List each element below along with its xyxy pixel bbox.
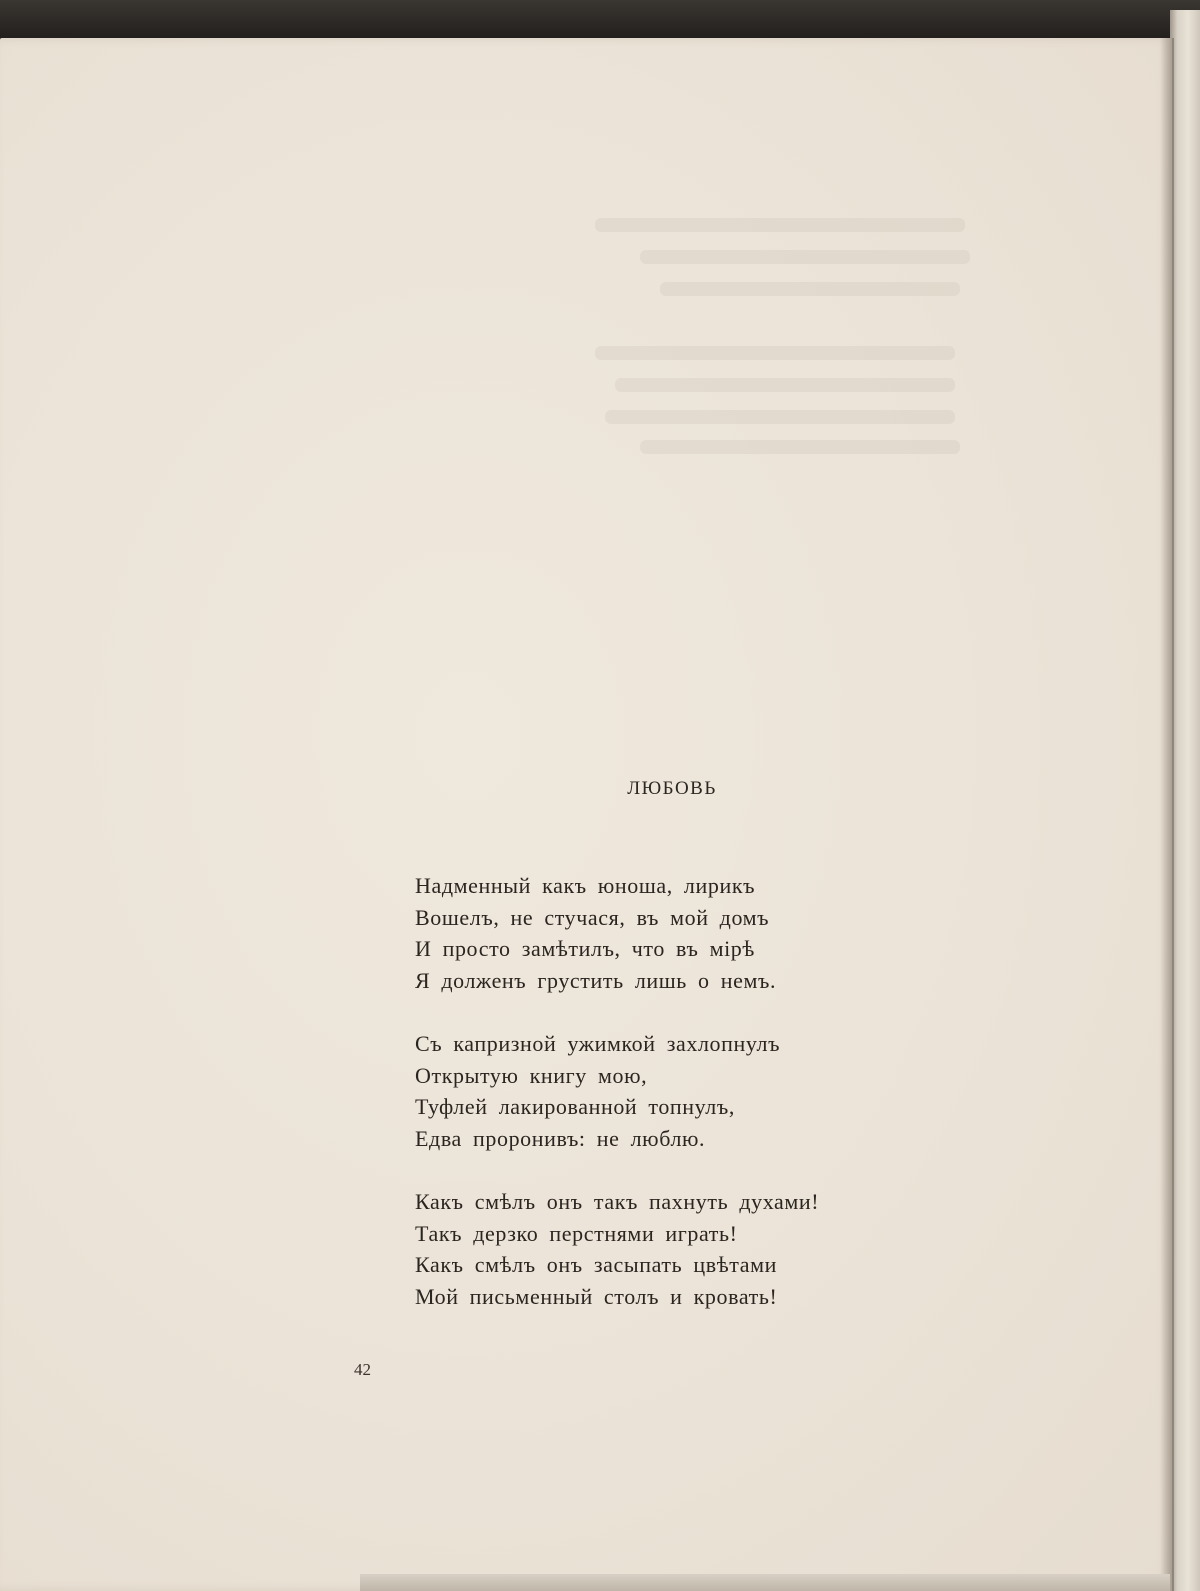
poem-line: Съ капризной ужимкой захлопнулъ <box>415 1031 781 1056</box>
page-gutter-shadow <box>1160 38 1174 1591</box>
poem-line: Какъ смѣлъ онъ засыпать цвѣтами <box>415 1252 778 1277</box>
poem-title <box>0 778 1200 800</box>
poem-line: Туфлей лакированной топнулъ, <box>415 1094 735 1119</box>
bleed-through-mark <box>595 346 955 360</box>
page-number: 42 <box>354 1360 371 1379</box>
poem-title-text: ЛЮБОВЬ <box>627 778 717 799</box>
poem-line: Я долженъ грустить лишь о немъ. <box>415 967 777 993</box>
bleed-through-mark <box>660 282 960 296</box>
stanza <box>415 1028 975 1154</box>
poem-line: Вошелъ, не стучася, въ мой домъ <box>415 904 770 930</box>
poem-line: И просто замѣтилъ, что въ мірѣ <box>415 936 755 961</box>
poem-line: Какъ смѣлъ онъ такъ пахнуть духами! <box>415 1189 820 1214</box>
bleed-through-mark <box>640 250 970 264</box>
bleed-through-mark <box>615 378 955 392</box>
poem-line: Мой письменный столъ и кровать! <box>415 1283 778 1309</box>
poem-line: Едва проронивъ: не люблю. <box>415 1125 706 1151</box>
bleed-through-mark <box>605 410 955 424</box>
bleed-through-mark <box>640 440 960 454</box>
book-page <box>0 38 1172 1591</box>
poem-body <box>415 870 975 1344</box>
bleed-through-mark <box>595 218 965 232</box>
scan-bottom-edge <box>360 1574 1170 1591</box>
stanza <box>415 1186 975 1312</box>
poem-line: Такъ дерзко перстнями играть! <box>415 1220 738 1246</box>
poem-line: Открытую книгу мою, <box>415 1062 648 1088</box>
stanza <box>415 870 975 996</box>
next-page-edge <box>1170 10 1200 1591</box>
poem-line: Надменный какъ юноша, лирикъ <box>415 873 756 898</box>
